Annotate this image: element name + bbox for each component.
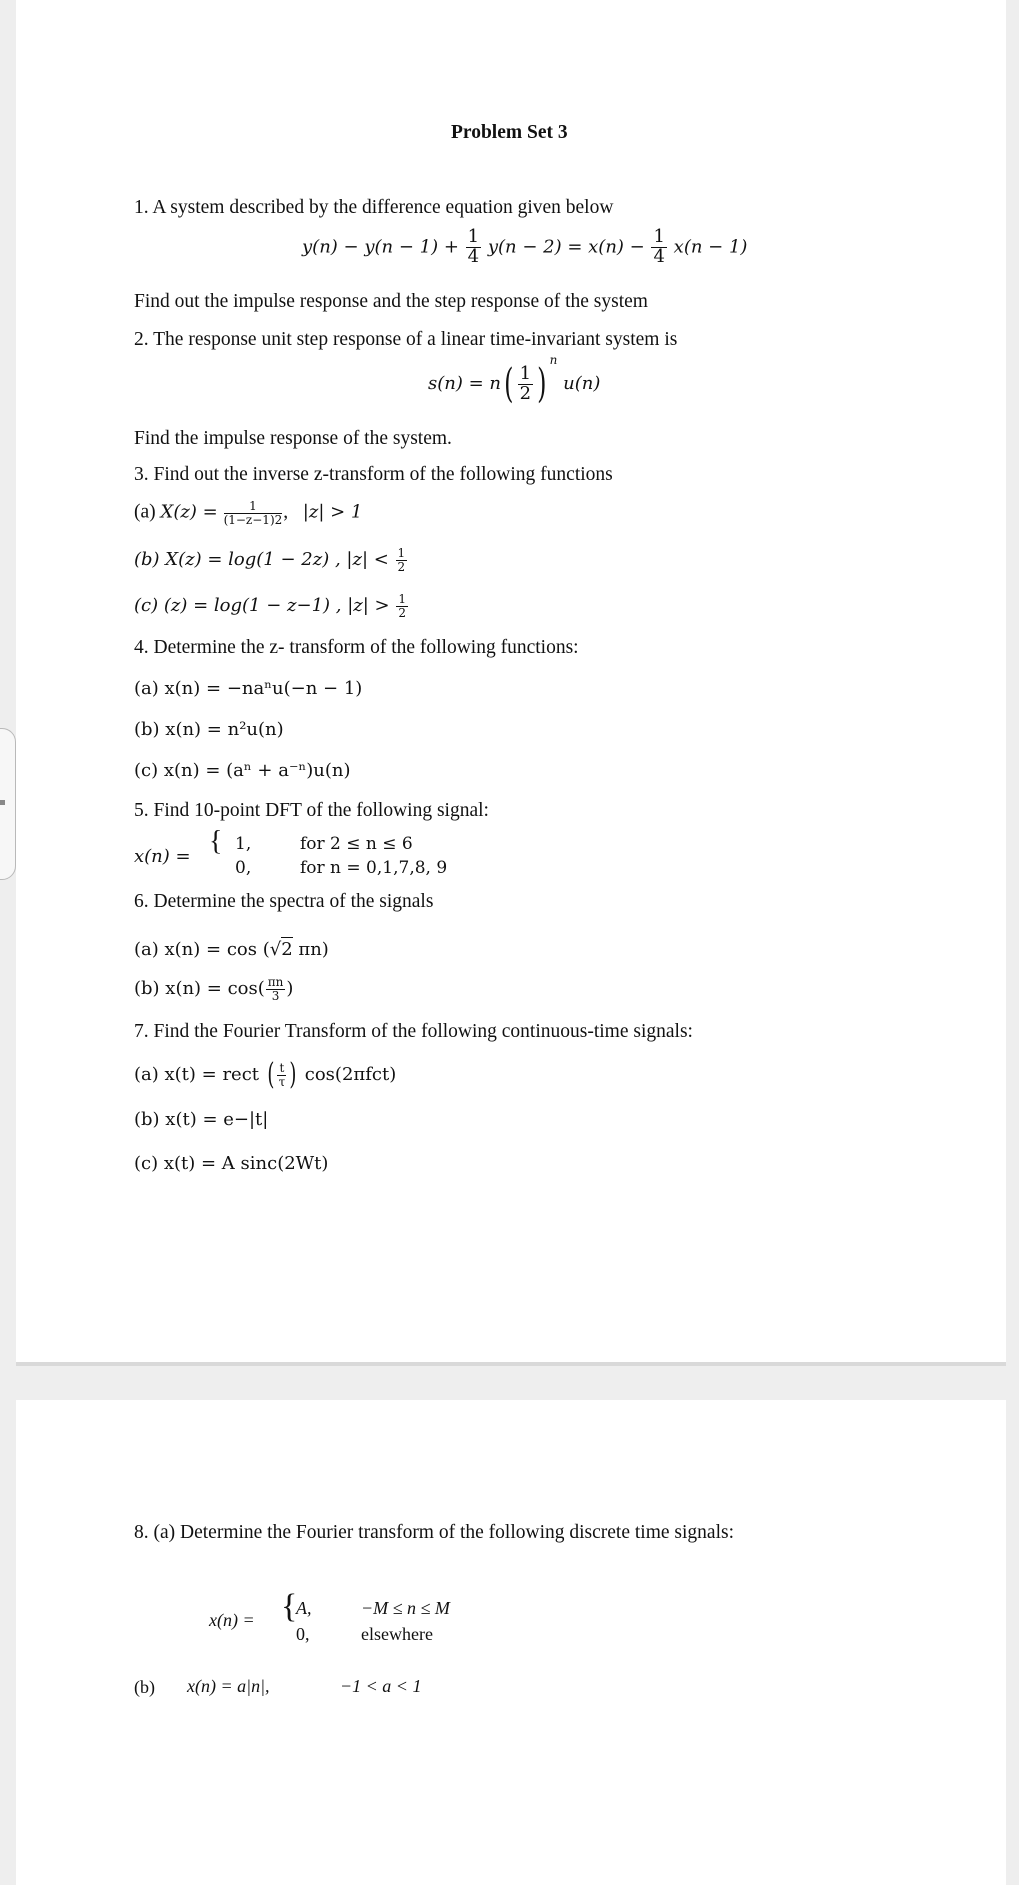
p3a-label: (a): [134, 501, 156, 523]
problem-3b: [134, 547, 408, 573]
p3a-frac: $\frac{1}{(1-z-1)2}$: [223, 499, 283, 527]
problem-3a: (a) X(z) = $\frac{1}{(1-z-1)2}$ , |z| > 1: [134, 499, 363, 527]
p8b-equation: x(n) = a|n|,: [187, 1676, 270, 1696]
p6b-pre: (b) x(n) = cos(: [134, 978, 265, 1000]
p8b-condition: −1 < a < 1: [340, 1676, 422, 1696]
p7a-post: cos(2πfct): [304, 1064, 397, 1085]
eq2-lhs: s(n) = n: [428, 373, 501, 394]
p3b-frac: $\frac{1}{2}$: [397, 546, 406, 574]
p6b-post: ): [286, 978, 294, 1000]
problem-2-intro: 2. The response unit step response of a linear time-invariant system is: [134, 329, 678, 350]
problem-5-intro: 5. Find 10-point DFT of the following signal:: [134, 800, 489, 821]
problem-3-intro: 3. Find out the inverse z-transform of the following functions: [134, 464, 613, 485]
p6b-frac: $\frac{\pi n}{3}$: [267, 975, 284, 1003]
p3c-text: (c) (z) = log(1 − z−1) , |z| >: [134, 595, 390, 617]
problem-4c: (c) x(n) = (aⁿ + a⁻ⁿ)u(n): [134, 760, 351, 781]
p8-case1-cond: −M ≤ n ≤ M: [361, 1598, 450, 1618]
problem-8-intro: 8. (a) Determine the Fourier transform of the following discrete time signals:: [134, 1522, 734, 1543]
p5-lhs: x(n) =: [134, 846, 191, 867]
p5-case2-value: 0,: [235, 858, 252, 878]
side-tab-grip: [0, 800, 5, 805]
eq1-part-c: x(n − 1): [673, 236, 748, 258]
p5-case2-cond: for n = 0,1,7,8, 9: [300, 858, 448, 878]
p3a-roc: |z| > 1: [302, 501, 363, 523]
eq2-frac: $\frac{1}{2}$: [519, 362, 532, 404]
p5-case1-cond: for 2 ≤ n ≤ 6: [300, 834, 413, 854]
problem-6-intro: 6. Determine the spectra of the signals: [134, 891, 434, 912]
problem-4b: (b) x(n) = n²u(n): [134, 719, 284, 740]
p5-brace: {: [209, 826, 223, 857]
p8-case1-value: A,: [296, 1598, 312, 1618]
p6a-sqrt: 2: [281, 939, 293, 960]
p7a-pre: (a) x(t) = rect: [134, 1064, 260, 1085]
p8-case2-value: 0,: [296, 1624, 310, 1644]
eq2-exponent: n: [549, 353, 558, 367]
p8-brace: {: [281, 1588, 298, 1625]
eq1-part-a: y(n) − y(n − 1) +: [302, 236, 459, 258]
eq1-frac-2: $\frac{1}{4}$: [653, 226, 665, 267]
problem-6a: (a) x(n) = cos (√2 πn): [134, 939, 329, 960]
p3a-lhs: X(z) =: [160, 501, 218, 523]
problem-4a: (a) x(n) = −naⁿu(−n − 1): [134, 678, 363, 699]
problem-4-intro: 4. Determine the z- transform of the following functions:: [134, 637, 579, 658]
problem-1-ask: Find out the impulse response and the step response of the system: [134, 291, 648, 312]
eq1-part-b: y(n − 2) = x(n) −: [487, 236, 645, 258]
problem-7-intro: 7. Find the Fourier Transform of the following continuous-time signals:: [134, 1021, 693, 1042]
p3b-text: (b) X(z) = log(1 − 2z) , |z| <: [134, 549, 389, 571]
problem-7b: (b) x(t) = e−|t|: [134, 1109, 269, 1130]
problem-1-equation: [302, 228, 747, 267]
eq2-rhs: u(n): [563, 373, 601, 394]
p7a-frac: $\frac{t}{\tau}$: [278, 1060, 286, 1089]
p6a-post: πn): [292, 939, 329, 960]
page-title: Problem Set 3: [451, 122, 568, 143]
eq1-frac-1: $\frac{1}{4}$: [467, 226, 480, 267]
p8-case2-cond: elsewhere: [361, 1624, 433, 1644]
problem-2-ask: Find the impulse response of the system.: [134, 428, 452, 449]
problem-7c: (c) x(t) = A sinc(2Wt): [134, 1153, 329, 1174]
document-page-1: [16, 0, 1006, 1366]
p5-case1-value: 1,: [235, 834, 252, 854]
problem-1-intro: 1. A system described by the difference equation given below: [134, 197, 614, 218]
problem-6b: [134, 976, 293, 1002]
document-page-2: [16, 1400, 1006, 1885]
problem-7a: (a) x(t) = rect ( $\frac{t}{\tau}$ ) cos(2πfct): [134, 1057, 397, 1092]
problem-2-equation: s(n) = n( $\frac{1}{2}$ )$^n$ u(n): [428, 353, 601, 407]
p8-lhs: x(n) =: [209, 1610, 255, 1630]
p8b-label: (b): [134, 1677, 155, 1697]
p6a-pre: (a) x(n) = cos (: [134, 939, 270, 960]
problem-3c: [134, 593, 409, 619]
p3c-frac: $\frac{1}{2}$: [398, 592, 407, 620]
